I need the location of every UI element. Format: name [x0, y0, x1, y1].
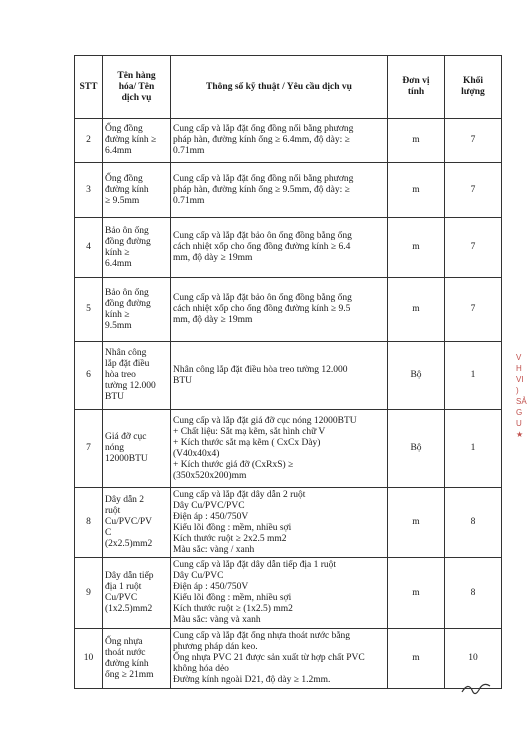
header-name: Tên hàng hóa/ Tên dịch vụ	[103, 56, 171, 119]
header-row	[75, 56, 502, 119]
signature-mark	[460, 678, 500, 702]
table-row	[75, 163, 502, 218]
row-name: Nhân công lắp đặt điều hòa treo tường 12.000 BTU	[103, 342, 171, 410]
row-unit: m	[388, 488, 445, 558]
row-spec: Cung cấp và lắp đặt ống đồng nối bằng phương pháp hàn, đường kính ống ≥ 9.5mm, độ dày: ≥ 0.71mm	[171, 163, 388, 218]
table-row	[75, 558, 502, 629]
row-stt: 9	[75, 558, 103, 629]
row-spec: Cung cấp và lắp đặt bảo ôn ống đồng bằng ống cách nhiệt xốp cho ống đồng đường kính ≥ 6.4 mm, độ dày ≥ 19mm	[171, 218, 388, 278]
row-spec: Cung cấp và lắp đặt dây dẫn tiếp địa 1 ruột Dây Cu/PVC Điện áp : 450/750V Kiểu lõi đồng : mềm, nhiều sợi Kích thước ruột ≥ (1x2.5) mm2 Màu sắc: vàng và xanh	[171, 558, 388, 629]
table-row	[75, 629, 502, 689]
row-unit: m	[388, 558, 445, 629]
row-qty: 7	[445, 218, 502, 278]
header-qty: Khối lượng	[445, 56, 502, 119]
row-stt: 2	[75, 119, 103, 163]
row-unit: m	[388, 163, 445, 218]
row-qty: 1	[445, 410, 502, 488]
row-qty: 7	[445, 163, 502, 218]
row-spec: Cung cấp và lắp đặt dây dẫn 2 ruột Dây Cu/PVC/PVC Điện áp : 450/750V Kiểu lõi đồng : mềm, nhiều sợi Kích thước ruột ≥ 2x2.5 mm2 Màu sắc: vàng / xanh	[171, 488, 388, 558]
row-name: Ống đồng đường kính ≥ 6.4mm	[103, 119, 171, 163]
row-qty: 8	[445, 488, 502, 558]
header-spec: Thông số kỹ thuật / Yêu cầu dịch vụ	[171, 56, 388, 119]
row-unit: m	[388, 629, 445, 689]
row-stt: 3	[75, 163, 103, 218]
header-stt: STT	[75, 56, 103, 119]
table-row	[75, 119, 502, 163]
row-stt: 8	[75, 488, 103, 558]
row-spec: Nhân công lắp đặt điều hòa treo tường 12.000 BTU	[171, 342, 388, 410]
table-row	[75, 410, 502, 488]
row-stt: 6	[75, 342, 103, 410]
row-qty: 8	[445, 558, 502, 629]
row-qty: 1	[445, 342, 502, 410]
row-spec: Cung cấp và lắp đặt ống đồng nối bằng phương pháp hàn, đường kính ống ≥ 6.4mm, độ dày: ≥ 0.71mm	[171, 119, 388, 163]
row-stt: 7	[75, 410, 103, 488]
table-row	[75, 278, 502, 342]
row-name: Giá đỡ cục nóng 12000BTU	[103, 410, 171, 488]
row-name: Bảo ôn ống đồng đường kính ≥ 6.4mm	[103, 218, 171, 278]
row-stt: 10	[75, 629, 103, 689]
row-spec: Cung cấp và lắp đặt ống nhựa thoát nước bằng phương pháp dán keo. Ống nhựa PVC 21 được sản xuất từ hợp chất PVC không hóa dẻo Đường kính ngoài D21, độ dày ≥ 1.2mm.	[171, 629, 388, 689]
row-stt: 5	[75, 278, 103, 342]
row-qty: 7	[445, 278, 502, 342]
row-unit: Bộ	[388, 342, 445, 410]
row-qty: 10	[445, 629, 502, 689]
header-unit: Đơn vị tính	[388, 56, 445, 119]
row-unit: m	[388, 119, 445, 163]
row-unit: Bộ	[388, 410, 445, 488]
table-row	[75, 218, 502, 278]
row-name: Bảo ôn ống đồng đường kính ≥ 9.5mm	[103, 278, 171, 342]
row-stt: 4	[75, 218, 103, 278]
row-qty: 7	[445, 119, 502, 163]
row-name: Dây dẫn 2 ruột Cu/PVC/PV C (2x2.5)mm2	[103, 488, 171, 558]
row-spec: Cung cấp và lắp đặt bảo ôn ống đồng bằng ống cách nhiệt xốp cho ống đồng đường kính ≥ 9.5 mm, độ dày ≥ 19mm	[171, 278, 388, 342]
table-row	[75, 342, 502, 410]
table-row	[75, 488, 502, 558]
stamp-fragment: V H VI ) SẢ G U ★	[516, 353, 527, 439]
row-unit: m	[388, 218, 445, 278]
row-name: Ống đồng đường kính ≥ 9.5mm	[103, 163, 171, 218]
row-spec: Cung cấp và lắp đặt giá đỡ cục nóng 12000BTU + Chất liệu: Sắt mạ kẽm, sắt hình chữ V + Kích thước sắt mạ kẽm ( CxCx Dày) (V40x40x4) + Kích thước giá đỡ (CxRxS) ≥ (350x520x200)mm	[171, 410, 388, 488]
spec-table	[74, 55, 502, 689]
row-name: Dây dẫn tiếp địa 1 ruột Cu/PVC (1x2.5)mm2	[103, 558, 171, 629]
row-unit: m	[388, 278, 445, 342]
row-name: Ống nhựa thoát nước đường kính ống ≥ 21mm	[103, 629, 171, 689]
